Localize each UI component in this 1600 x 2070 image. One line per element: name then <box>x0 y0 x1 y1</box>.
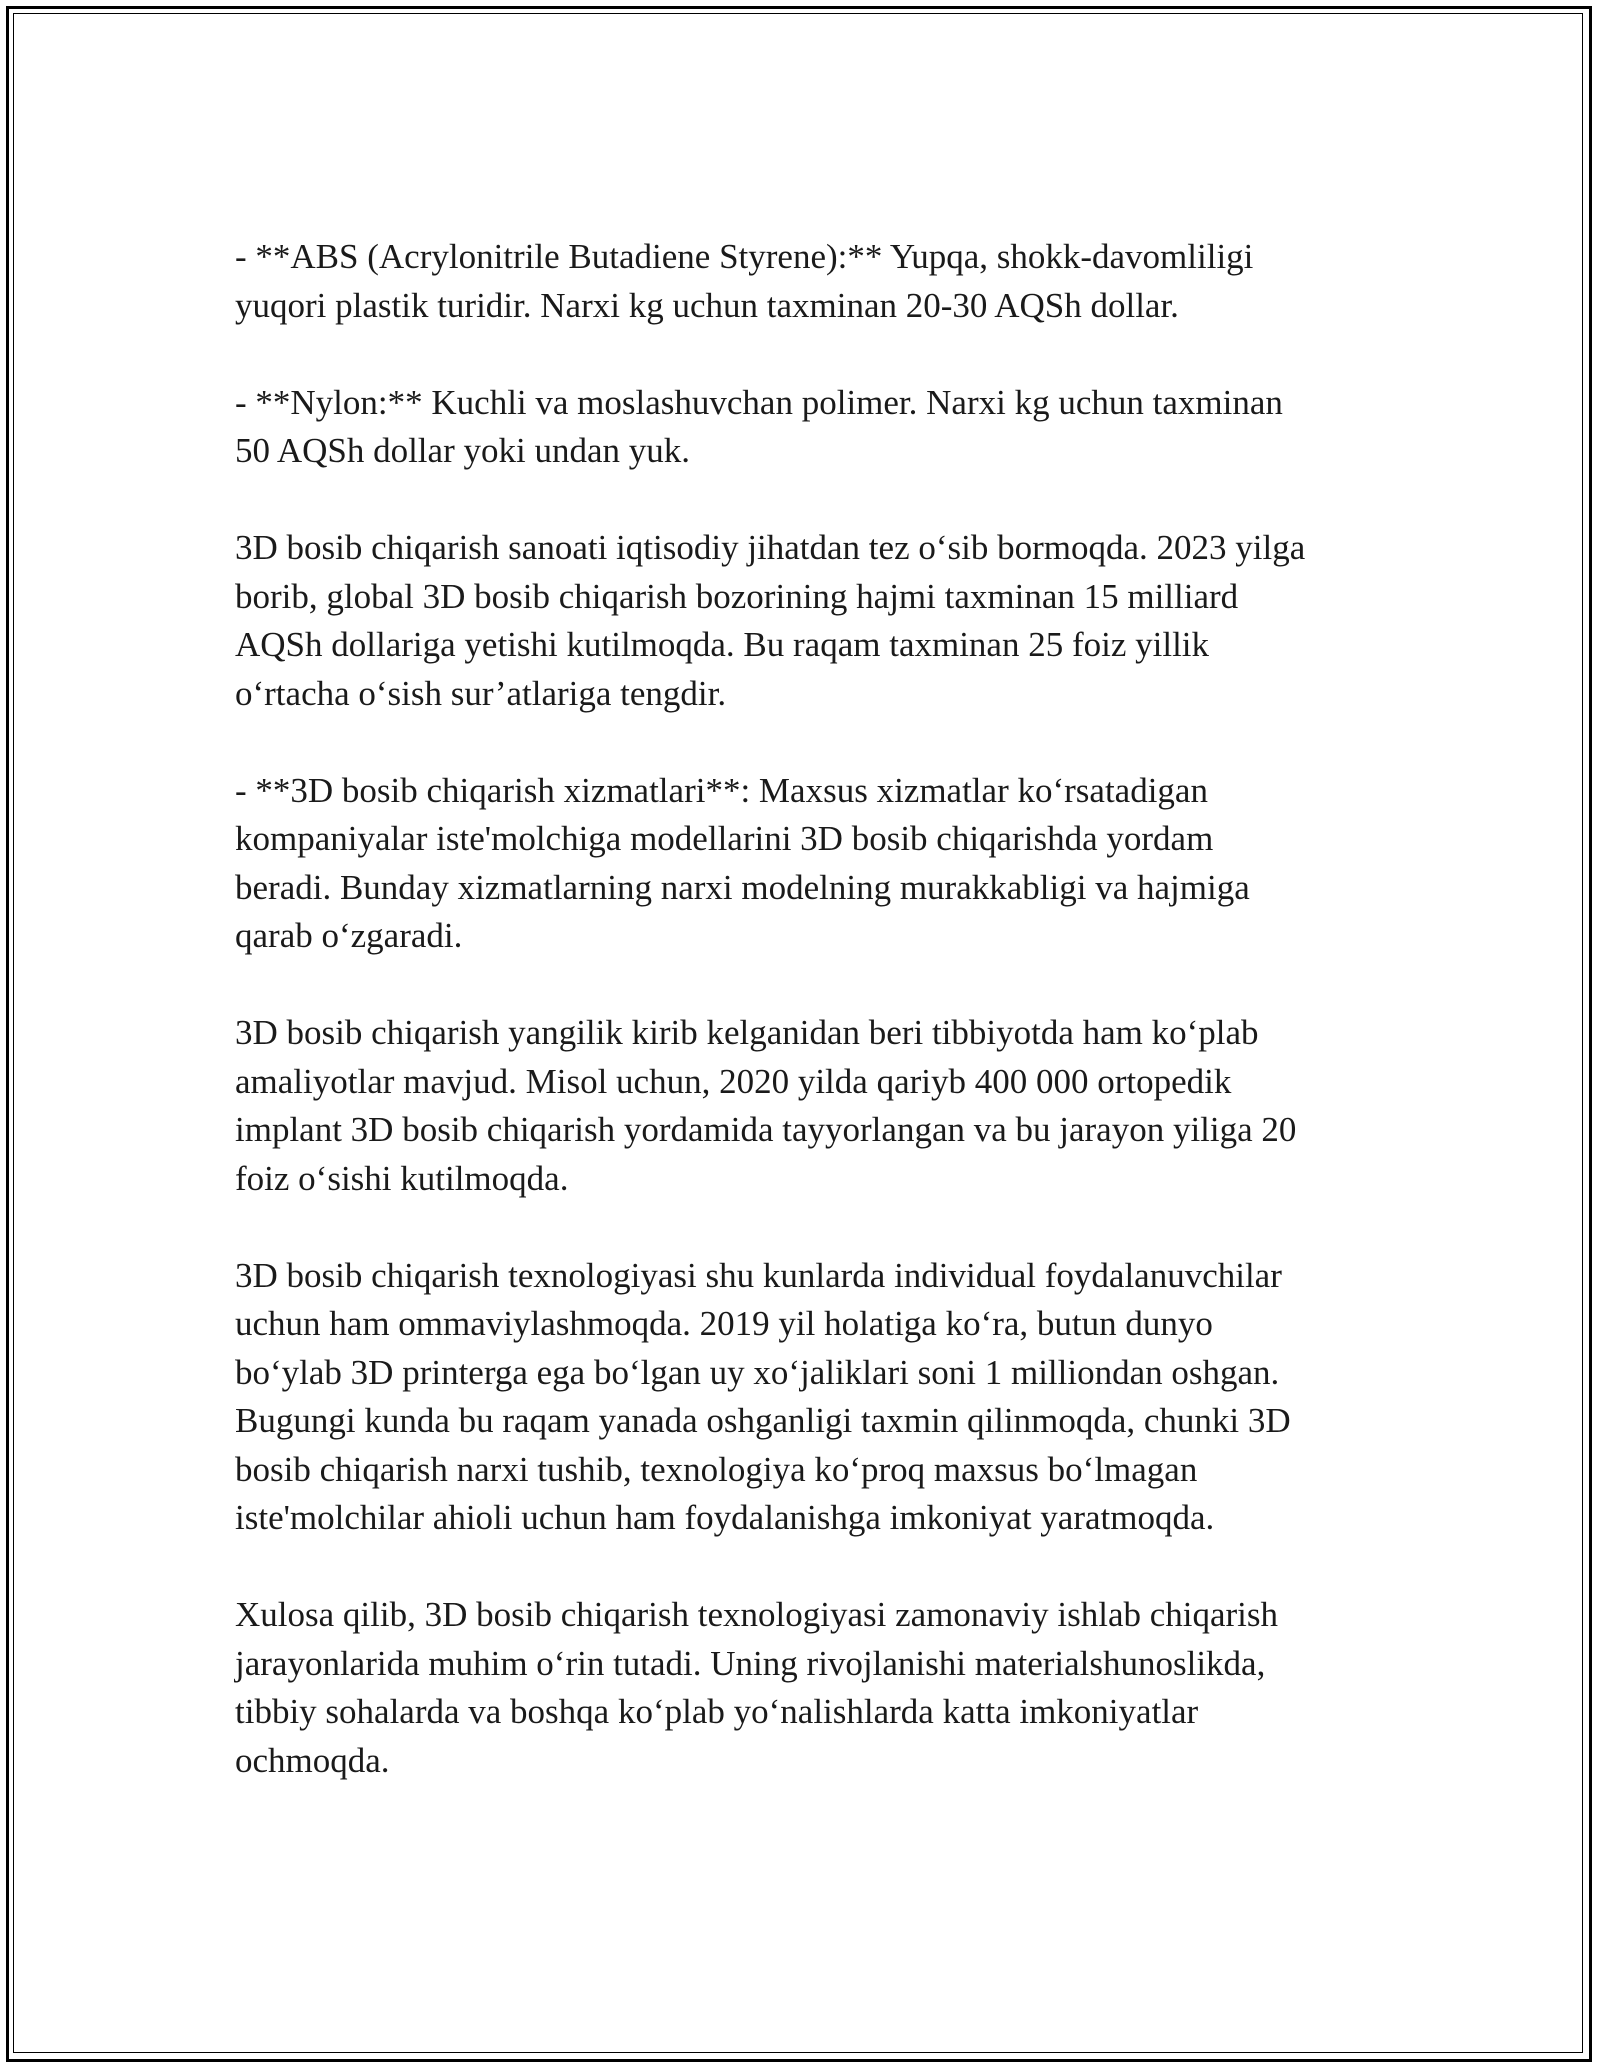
text-line: 3D bosib chiqarish sanoati iqtisodiy jihatdan tez o‘sib bormoqda. 2023 yilga <box>235 528 1306 567</box>
paragraph-consumers <box>235 1252 1375 1543</box>
text-line: yuqori plastik turidir. Narxi kg uchun taxminan 20-30 AQSh dollar. <box>235 285 1179 325</box>
text-line: 50 AQSh dollar yoki undan yuk. <box>235 431 690 470</box>
text-line: jarayonlarida muhim o‘rin tutadi. Uning rivojlanishi materialshunoslikda, <box>235 1643 1266 1683</box>
text-line: beradi. Bunday xizmatlarning narxi modelning murakkabligi va hajmiga <box>235 867 1250 907</box>
document-body <box>235 233 1375 1785</box>
text-line: AQSh dollariga yetishi kutilmoqda. Bu raqam taxminan 25 foiz yillik <box>235 625 1210 664</box>
text-line: Bugungi kunda bu raqam yanada oshganligi taxmin qilinmoqda, chunki 3D <box>235 1401 1291 1440</box>
text-line: bo‘ylab 3D printerga ega bo‘lgan uy xo‘jaliklari soni 1 milliondan oshgan. <box>235 1352 1280 1392</box>
text-line: kompaniyalar iste'molchiga modellarini 3D bosib chiqarishda yordam <box>235 819 1214 858</box>
paragraph-conclusion <box>235 1591 1375 1785</box>
text-line: - **Nylon:** Kuchli va moslashuvchan polimer. Narxi kg uchun taxminan <box>235 382 1283 422</box>
text-line: 3D bosib chiqarish texnologiyasi shu kunlarda individual foydalanuvchilar <box>235 1255 1282 1295</box>
text-line: borib, global 3D bosib chiqarish bozorining hajmi taxminan 15 milliard <box>235 576 1239 616</box>
text-line: o‘rtacha o‘sish sur’atlariga tengdir. <box>235 673 727 713</box>
text-line: Xulosa qilib, 3D bosib chiqarish texnologiyasi zamonaviy ishlab chiqarish <box>235 1595 1279 1634</box>
paragraph-nylon <box>235 379 1375 476</box>
text-line: ochmoqda. <box>235 1740 390 1780</box>
text-line: foiz o‘sishi kutilmoqda. <box>235 1158 569 1198</box>
text-line: iste'molchilar ahioli uchun ham foydalanishga imkoniyat yaratmoqda. <box>235 1498 1215 1537</box>
text-line: qarab o‘zgaradi. <box>235 916 463 955</box>
paragraph-medicine <box>235 1009 1375 1203</box>
text-line: amaliyotlar mavjud. Misol uchun, 2020 yilda qariyb 400 000 ortopedik <box>235 1061 1232 1101</box>
paragraph-services <box>235 767 1375 961</box>
text-line: tibbiy sohalarda va boshqa ko‘plab yo‘nalishlarda katta imkoniyatlar <box>235 1692 1199 1731</box>
paragraph-industry-growth <box>235 524 1375 718</box>
paragraph-abs <box>235 233 1375 330</box>
text-line: uchun ham ommaviylashmoqda. 2019 yil holatiga ko‘ra, butun dunyo <box>235 1304 1213 1343</box>
text-line: implant 3D bosib chiqarish yordamida tayyorlangan va bu jarayon yiliga 20 <box>235 1110 1297 1149</box>
text-line: - **ABS (Acrylonitrile Butadiene Styrene):** Yupqa, shokk-davomliligi <box>235 237 1254 276</box>
text-line: bosib chiqarish narxi tushib, texnologiya ko‘proq maxsus bo‘lmagan <box>235 1449 1198 1489</box>
text-line: - **3D bosib chiqarish xizmatlari**: Maxsus xizmatlar ko‘rsatadigan <box>235 770 1208 810</box>
text-line: 3D bosib chiqarish yangilik kirib kelganidan beri tibbiyotda ham ko‘plab <box>235 1013 1259 1052</box>
